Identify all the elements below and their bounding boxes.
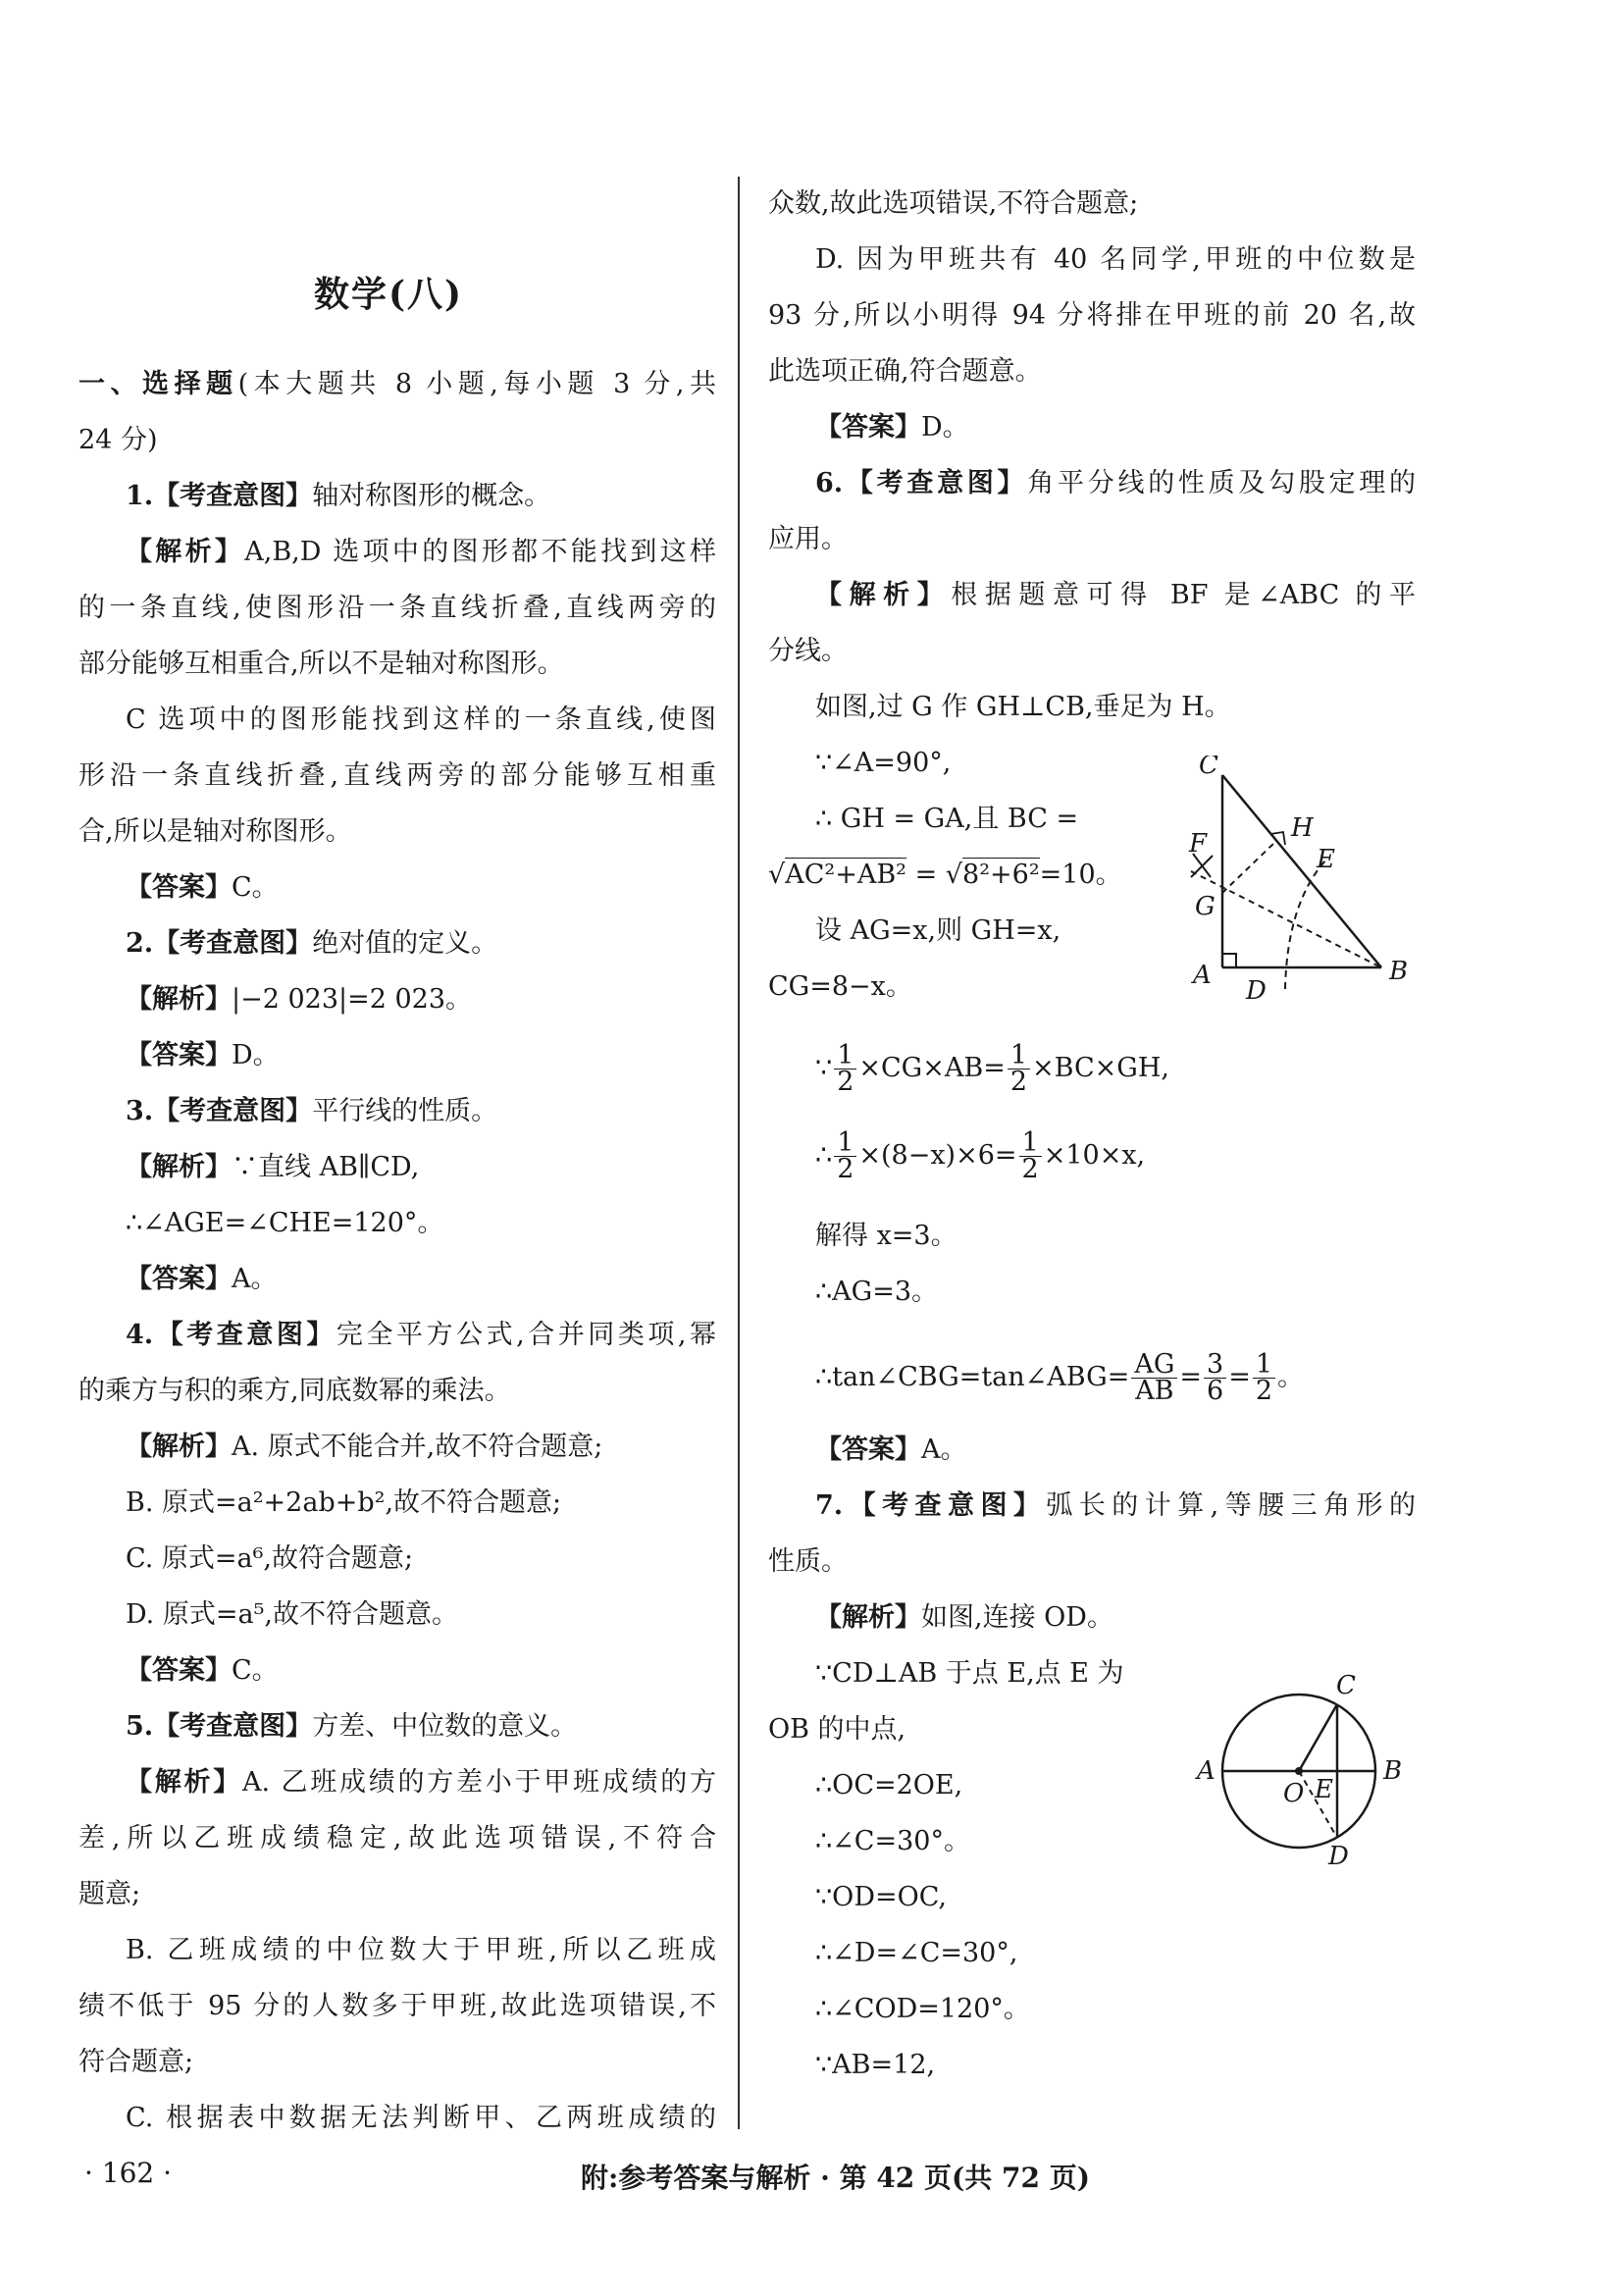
fraction	[1019, 1127, 1042, 1184]
fraction	[834, 1040, 856, 1097]
line-text: 合,所以是轴对称图形。	[78, 816, 352, 847]
line-label: 5.【考查意图】	[126, 1711, 313, 1742]
line-label: 1.【考查意图】	[126, 481, 313, 511]
analysis-text: 如图,连接 OD。	[921, 1602, 1113, 1633]
sqrt-expression: AC²+AB²	[785, 860, 906, 890]
text-line	[126, 1148, 419, 1187]
numerator: 1	[1008, 1043, 1030, 1070]
formula-text: =10。	[1039, 860, 1122, 890]
text-line	[126, 2099, 716, 2138]
text-line: 应用。	[768, 524, 848, 554]
numerator: 1	[1019, 1130, 1042, 1157]
line-label: 【解析】	[126, 1152, 232, 1182]
line-text: 完全平方公式,合并同类项,幂	[336, 1320, 717, 1350]
analysis-text: 根据题意可得 BF 是∠ABC 的平	[951, 580, 1416, 610]
line-label: 3.【考查意图】	[126, 1096, 313, 1126]
text-line: 众数,故此选项错误,不符合题意;	[768, 188, 1139, 219]
text-line: 解得 x=3。	[815, 1221, 957, 1251]
point-label: F	[1189, 829, 1208, 859]
line-text: A。	[232, 1264, 278, 1294]
text-line	[78, 1875, 140, 1914]
line-text: 绩不低于 95 分的人数多于甲班,故此选项错误,不	[78, 1991, 716, 2021]
text-line	[126, 868, 279, 908]
answer-value: A。	[921, 1435, 967, 1465]
point-label: A	[1193, 961, 1212, 990]
line-text: ∵直线 AB∥CD,	[232, 1152, 420, 1182]
text-line	[126, 701, 716, 740]
line-text: 形沿一条直线折叠,直线两旁的部分能够互相重	[78, 760, 716, 791]
denominator: AB	[1135, 1376, 1174, 1406]
formula-text: ∴tan∠CBG=tan∠ABG=	[815, 1362, 1130, 1392]
formula-text: =	[906, 860, 946, 890]
text-line	[78, 645, 564, 684]
text-line: ∴∠D=∠C=30°,	[815, 1938, 1018, 1968]
analysis-label: 【解析】	[815, 580, 952, 610]
line-text: 差,所以乙班成绩稳定,故此选项错误,不符合	[78, 1823, 716, 1853]
line-text: D. 原式=a⁵,故不符合题意。	[126, 1599, 458, 1630]
text-line: OB 的中点,	[768, 1714, 906, 1745]
formula-line	[815, 1127, 1146, 1184]
formula-text: ×(8−x)×6=	[858, 1140, 1017, 1171]
text-line: 如图,过 G 作 GH⊥CB,垂足为 H。	[815, 692, 1231, 722]
sqrt-expression: 8²+6²	[962, 860, 1040, 890]
numerator: 1	[834, 1043, 856, 1070]
line-text: B. 原式=a²+2ab+b²,故不符合题意;	[126, 1487, 562, 1518]
line-text: 24 分)	[78, 425, 158, 455]
text-line: ∵∠A=90°,	[815, 748, 952, 778]
formula-text: ∵	[815, 1053, 833, 1083]
text-line	[126, 1036, 280, 1075]
formula-text: =	[1179, 1362, 1203, 1392]
fraction	[1253, 1349, 1275, 1406]
line-text: 绝对值的定义。	[312, 928, 498, 959]
text-line	[78, 589, 716, 628]
point-label: O	[1283, 1779, 1305, 1808]
text-line	[126, 1707, 577, 1747]
text-line	[126, 1484, 561, 1523]
line-text: 的一条直线,使图形沿一条直线折叠,直线两旁的	[78, 593, 716, 623]
text-line	[78, 1987, 716, 2026]
answer-line	[815, 1431, 967, 1470]
analysis-line	[815, 1598, 1113, 1638]
point-label: B	[1383, 1756, 1403, 1786]
formula-text: 。	[1277, 1362, 1305, 1392]
page-number: · 162 ·	[84, 2157, 173, 2189]
line-label: 【解析】	[126, 984, 232, 1015]
line-label: 【解析】	[126, 537, 245, 567]
formula-text: =	[1228, 1362, 1251, 1392]
formula-text: ×CG×AB=	[858, 1053, 1006, 1083]
text-line: 此选项正确,符合题意。	[768, 356, 1042, 387]
line-text: 部分能够互相重合,所以不是轴对称图形。	[78, 649, 564, 679]
text-line	[126, 1092, 497, 1131]
line-label: 一、选择题	[78, 369, 238, 399]
line-label: 4.【考查意图】	[126, 1320, 336, 1350]
question-heading	[815, 464, 1416, 503]
point-label: D	[1246, 976, 1267, 1001]
numerator: 1	[1253, 1352, 1275, 1379]
text-line	[126, 1651, 279, 1691]
triangle-figure	[1177, 756, 1423, 1001]
text-line: 93 分,所以小明得 94 分将排在甲班的前 20 名,故	[768, 300, 1416, 331]
denominator: 2	[1255, 1376, 1273, 1406]
point-label: D	[1328, 1842, 1349, 1871]
question-topic: 弧长的计算,等腰三角形的	[1046, 1490, 1416, 1521]
text-line	[78, 1819, 716, 1858]
numerator: 3	[1204, 1352, 1226, 1379]
text-line: ∵OD=OC,	[815, 1882, 947, 1912]
answer-value: D。	[921, 412, 969, 443]
denominator: 2	[837, 1154, 854, 1184]
text-line	[126, 1260, 278, 1299]
question-topic: 角平分线的性质及勾股定理的	[1027, 468, 1417, 498]
text-line: ∴∠COD=120°。	[815, 1994, 1030, 2024]
line-text: (本大题共 8 小题,每小题 3 分,共	[237, 369, 716, 399]
text-line: ∵AB=12,	[815, 2050, 936, 2080]
point-label: H	[1291, 813, 1314, 843]
formula-text: ∴	[815, 1140, 833, 1171]
answer-label: 【答案】	[815, 412, 921, 443]
line-text: A,B,D 选项中的图形都不能找到这样	[244, 537, 717, 567]
text-line: 性质。	[768, 1546, 848, 1577]
line-text: C. 原式=a⁶,故符合题意;	[126, 1543, 414, 1574]
text-line	[126, 1931, 716, 1970]
text-line: ∴ GH = GA,且 BC =	[815, 804, 1079, 834]
text-line: ∴∠C=30°。	[815, 1826, 970, 1856]
fraction	[1008, 1040, 1030, 1097]
text-line	[126, 924, 497, 964]
fraction	[834, 1127, 856, 1184]
line-text: 的乘方与积的乘方,同底数幂的乘法。	[78, 1376, 511, 1406]
line-text: 方差、中位数的意义。	[312, 1711, 578, 1742]
line-text: A. 原式不能合并,故不符合题意;	[232, 1432, 603, 1462]
line-text: C。	[232, 872, 279, 903]
answer-label: 【答案】	[815, 1435, 921, 1465]
denominator: 2	[1021, 1154, 1039, 1184]
text-line: D. 因为甲班共有 40 名同学,甲班的中位数是	[815, 244, 1416, 275]
denominator: 6	[1207, 1376, 1224, 1406]
line-text: C。	[232, 1655, 279, 1686]
text-line	[126, 1316, 716, 1355]
line-label: 【解析】	[126, 1767, 243, 1798]
line-text: ∴∠AGE=∠CHE=120°。	[126, 1208, 444, 1238]
formula-line: √AC²+AB² = √8²+6²=10。	[768, 860, 1122, 890]
point-label: C	[1199, 756, 1218, 780]
text-line	[126, 1204, 443, 1243]
text-line	[126, 477, 550, 516]
text-line	[78, 1372, 511, 1411]
text-line: ∴OC=2OE,	[815, 1770, 963, 1800]
answer-line	[815, 408, 969, 447]
point-label: G	[1195, 892, 1216, 921]
numerator: AG	[1131, 1352, 1177, 1379]
denominator: 2	[837, 1067, 854, 1097]
formula-text: ×BC×GH,	[1032, 1053, 1169, 1083]
text-line: ∴AG=3。	[815, 1277, 939, 1307]
formula-line	[815, 1040, 1169, 1097]
text-line	[126, 1428, 602, 1467]
line-text: B. 乙班成绩的中位数大于甲班,所以乙班成	[126, 1935, 716, 1965]
text-line	[126, 1539, 413, 1579]
line-text: 题意;	[78, 1879, 141, 1909]
footer-caption: 附:参考答案与解析 · 第 42 页(共 72 页)	[581, 2162, 1090, 2194]
point-label: E	[1315, 1775, 1333, 1804]
text-line	[78, 365, 716, 404]
question-heading	[815, 1487, 1416, 1526]
formula-text: ×10×x,	[1043, 1140, 1146, 1171]
fraction	[1204, 1349, 1226, 1406]
fraction	[1131, 1349, 1177, 1406]
denominator: 2	[1009, 1067, 1027, 1097]
line-text: 符合题意;	[78, 2047, 194, 2077]
question-label: 6.【考查意图】	[815, 468, 1028, 498]
line-text: C. 根据表中数据无法判断甲、乙两班成绩的	[126, 2103, 716, 2133]
text-line	[126, 1763, 716, 1802]
text-line	[126, 980, 472, 1019]
line-text: C 选项中的图形能找到这样的一条直线,使图	[126, 704, 716, 735]
text-line: CG=8−x。	[768, 971, 912, 1002]
text-line	[126, 533, 716, 572]
page-title: 数学(八)	[314, 274, 464, 315]
circle-figure	[1187, 1658, 1423, 1884]
analysis-label: 【解析】	[815, 1602, 921, 1633]
point-label: B	[1389, 957, 1409, 986]
line-label: 【答案】	[126, 1040, 232, 1070]
numerator: 1	[834, 1130, 856, 1157]
line-text: 平行线的性质。	[312, 1096, 498, 1126]
point-label: E	[1317, 845, 1335, 874]
text-line	[78, 421, 157, 460]
line-text: 轴对称图形的概念。	[312, 481, 551, 511]
analysis-line	[815, 576, 1416, 615]
text-line: 分线。	[768, 636, 848, 666]
text-line: ∵CD⊥AB 于点 E,点 E 为	[815, 1658, 1124, 1689]
point-label: A	[1197, 1756, 1216, 1786]
formula-line	[815, 1349, 1305, 1406]
line-label: 【答案】	[126, 1655, 232, 1686]
text-line	[78, 2043, 193, 2082]
text-line: 设 AG=x,则 GH=x,	[815, 915, 1061, 946]
line-text: A. 乙班成绩的方差小于甲班成绩的方	[242, 1767, 717, 1798]
line-label: 【解析】	[126, 1432, 232, 1462]
question-label: 7.【考查意图】	[815, 1490, 1047, 1521]
line-label: 【答案】	[126, 1264, 232, 1294]
line-text: |−2 023|=2 023。	[232, 984, 473, 1015]
column-divider	[738, 177, 740, 2129]
line-label: 【答案】	[126, 872, 232, 903]
text-line	[78, 812, 352, 852]
line-text: D。	[232, 1040, 280, 1070]
text-line	[126, 1595, 458, 1635]
line-label: 2.【考查意图】	[126, 928, 313, 959]
text-line	[78, 757, 716, 796]
point-label: C	[1336, 1671, 1356, 1700]
